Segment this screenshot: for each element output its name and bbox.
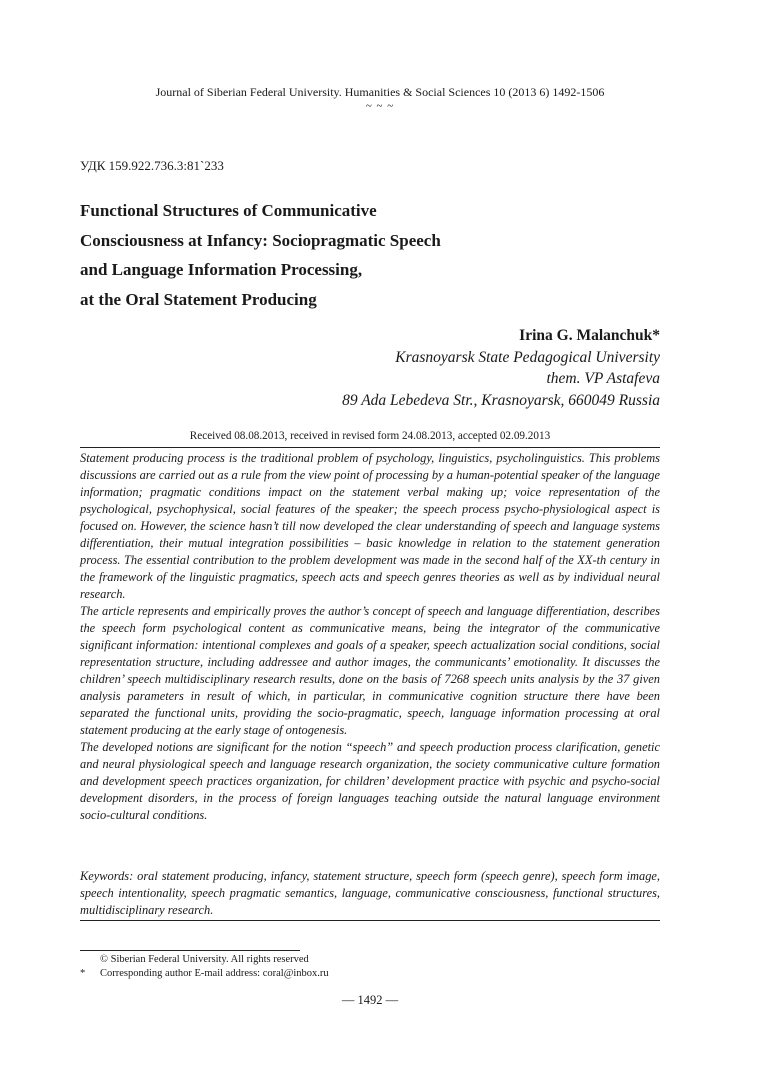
article-title: [80, 196, 680, 314]
corresponding-text: Corresponding author E-mail address: coral@inbox.ru: [100, 968, 329, 979]
abstract-paragraph: Statement producing process is the traditional problem of psychology, linguistics, psycholinguistics. This problems discussions are carried out as a rule from the view point of processing by a human-potential speaker of the language information; pragmatic conditions impact on the statement verbal making up; voice representation of the psychological, psychophysical, social features of the speaker; the speech process psycho-physiological aspect is focused on. However, the science hasn’t till now developed the clear understanding of speech and language systems differentiation, their mutual integration possibilities – basic knowledge in relation to the statement generation process. The essential contribution to the problem development was made in the second half of the XX-th century in the framework of the linguistic pragmatics, speech acts and speech genres theories as well as by individual neural research.: [80, 451, 660, 601]
header-ornament: ~ ~ ~: [365, 100, 395, 112]
abstract-bottom-rule: [80, 920, 660, 921]
journal-header: Journal of Siberian Federal University. Humanities & Social Sciences 10 (2013 6) 1492-1506: [155, 85, 605, 99]
affiliation-line: Krasnoyarsk State Pedagogical University: [395, 348, 660, 366]
author-name: Irina G. Malanchuk*: [519, 327, 660, 344]
footnote-corresponding: [80, 967, 329, 981]
title-line: and Language Information Processing,: [80, 260, 363, 279]
affiliation-line: 89 Ada Lebedeva Str., Krasnoyarsk, 660049 Russia: [342, 391, 660, 409]
copyright-text: © Siberian Federal University. All rights reserved: [100, 954, 309, 965]
abstract-paragraph: The developed notions are significant for the notion “speech” and speech production process clarification, genetic and neural physiological speech and language research organization, the society communicative culture formation and development speech practices organization, for children’ development practice with psychic and psycho-social development disorders, in the process of foreign languages teaching outside the natural language environment socio-cultural conditions.: [80, 740, 660, 822]
page-number: — 1492 —: [341, 993, 399, 1007]
received-dates: Received 08.08.2013, received in revised form 24.08.2013, accepted 02.09.2013: [189, 430, 551, 442]
footnote-copyright: [80, 953, 309, 967]
title-line: Functional Structures of Communicative: [80, 201, 377, 220]
footnote-rule: [80, 950, 300, 951]
author-block: [342, 325, 660, 411]
abstract: [80, 450, 660, 824]
udc-code: УДК 159.922.736.3:81`233: [80, 158, 224, 173]
abstract-paragraph: The article represents and empirically proves the author’s concept of speech and language differentiation, describes the speech form psychological content as communicative means, being the integrator of the communicative significant information: intentional complexes and goals of a speaker, speech actualization social conditions, social representation structure, including addressee and author images, the communicants’ emotionality. It discusses the children’ speech multidisciplinary research results, done on the basis of 7268 speech units analysis by the 37 given analysis parameters in result of which, in particular, in communicative cognition structure there have been separated the functional units, providing the socio-pragmatic, speech, language information processing at oral statement producing at the early stage of ontogenesis.: [80, 604, 660, 737]
keywords: Keywords: oral statement producing, infancy, statement structure, speech form (speech genre), speech form image, speech intentionality, speech pragmatic semantics, language, communicative consciousness, functional structures, multidisciplinary research.: [80, 869, 660, 917]
footnote-asterisk: *: [80, 968, 86, 979]
abstract-top-rule: [80, 447, 660, 448]
title-line: at the Oral Statement Producing: [80, 289, 317, 309]
affiliation-line: them. VP Astafeva: [546, 370, 660, 387]
title-line: Consciousness at Infancy: Sociopragmatic Speech: [80, 230, 441, 250]
